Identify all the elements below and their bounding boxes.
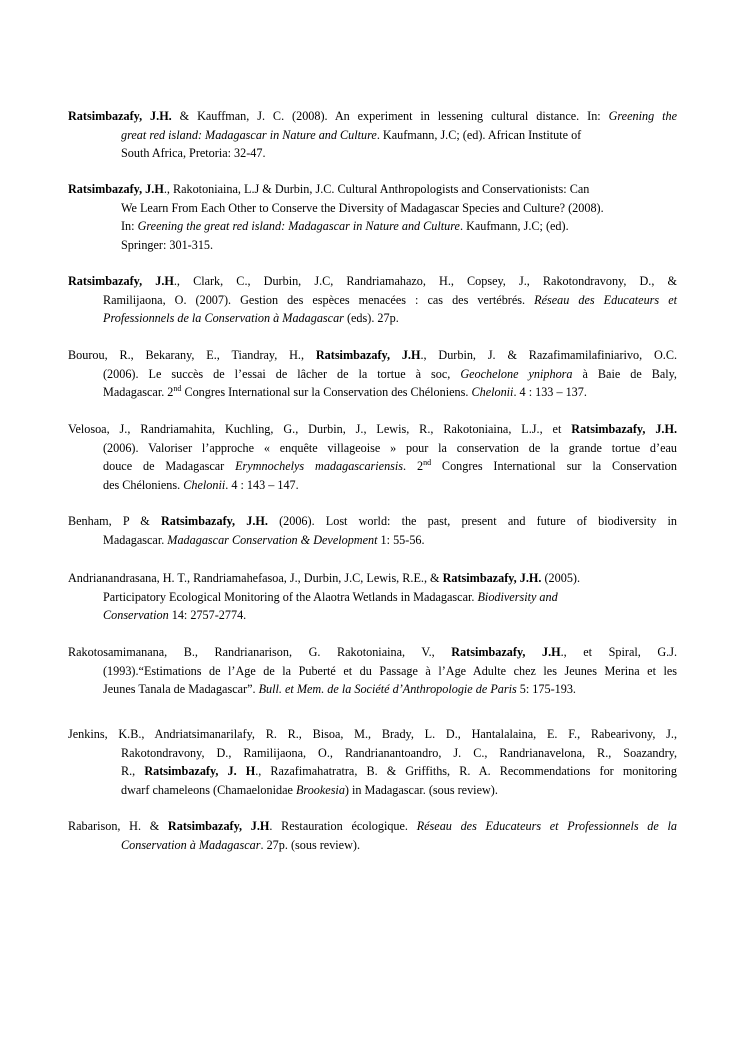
reference-entry (68, 512, 677, 549)
reference-line: des Chéloniens. Chelonii. 4 : 143 – 147. (103, 477, 299, 492)
author-highlight: Ratsimbazafy, J.H. (571, 422, 677, 436)
reference-line: Ratsimbazafy, J.H., Clark, C., Durbin, J.C, Randriamahazo, H., Copsey, J., Rakotondravony, D., & (68, 274, 677, 288)
reference-line: Bourou, R., Bekarany, E., Tiandray, H., Ratsimbazafy, J.H., Durbin, J. & Razafimamilafiniarivo, O.C. (68, 348, 678, 362)
reference-line: Velosoa, J., Randriamahita, Kuchling, G., Durbin, J., Lewis, R., Rakotoniaina, L.J., et Ratsimbazafy, J.H. (68, 422, 677, 436)
reference-line: Madagascar. 2nd Congres International sur la Conservation des Chéloniens. Chelonii. 4 : 133 – 137. (103, 384, 587, 400)
author-highlight: Ratsimbazafy, J.H (167, 819, 270, 833)
author-highlight: Ratsimbazafy, J.H. (160, 514, 268, 528)
reference-line: Ratsimbazafy, J.H. & Kauffman, J. C. (2008). An experiment in lessening cultural distance. In: Greening the (68, 109, 677, 123)
reference-line: In: Greening the great red island: Madagascar in Nature and Culture. Kaufmann, J.C; (ed). (121, 219, 569, 234)
reference-entry (68, 180, 677, 254)
reference-line: We Learn From Each Other to Conserve the Diversity of Madagascar Species and Culture? (2008). (121, 200, 604, 215)
reference-line: Rakotosamimanana, B., Randrianarison, G. Rakotoniaina, V., Ratsimbazafy, J.H., et Spiral, G.J. (68, 645, 677, 659)
reference-entry (68, 346, 677, 402)
author-highlight: Ratsimbazafy, J.H (451, 645, 561, 659)
reference-entry (68, 643, 677, 699)
reference-line: South Africa, Pretoria: 32-47. (121, 146, 266, 161)
reference-line: great red island: Madagascar in Nature and Culture. Kaufmann, J.C; (ed). African Institute of (121, 127, 582, 142)
reference-line: Participatory Ecological Monitoring of the Alaotra Wetlands in Madagascar. Biodiversity and (103, 589, 558, 604)
author-highlight: Ratsimbazafy, J.H (68, 274, 174, 288)
reference-line: R., Ratsimbazafy, J. H., Razafimahatratra, B. & Griffiths, R. A. Recommendations for monitoring (121, 764, 677, 779)
author-highlight: Ratsimbazafy, J.H. (442, 571, 542, 585)
reference-line: Ratsimbazafy, J.H., Rakotoniaina, L.J & Durbin, J.C. Cultural Anthropologists and Conservationists: Can (68, 182, 590, 196)
reference-line: (2006). Valoriser l’approche « enquête villageoise » pour la conservation de la grande tortue d’eau (103, 440, 677, 455)
reference-line: (2006). Le succès de l’essai de lâcher de la tortue à soc, Geochelone yniphora à Baie de Baly, (103, 366, 677, 381)
reference-line: Madagascar. Madagascar Conservation & Development 1: 55-56. (103, 532, 425, 547)
reference-entry (68, 272, 677, 328)
author-highlight: Ratsimbazafy, J.H. (68, 109, 172, 123)
reference-line: Rabarison, H. & Ratsimbazafy, J.H. Restauration écologique. Réseau des Educateurs et Professionnels de la (68, 819, 677, 833)
author-highlight: Ratsimbazafy, J.H (315, 348, 421, 362)
reference-line: Jenkins, K.B., Andriatsimanarilafy, R. R., Bisoa, M., Brady, L. D., Hantalalaina, E. F., Rabearivony, J., (68, 727, 677, 741)
reference-line: Jeunes Tanala de Madagascar”. Bull. et Mem. de la Société d’Anthropologie de Paris 5: 175-193. (103, 682, 576, 697)
reference-entry (68, 420, 677, 494)
reference-entry (68, 725, 677, 799)
reference-line: Professionnels de la Conservation à Madagascar (eds). 27p. (103, 311, 399, 326)
reference-line: Andrianandrasana, H. T., Randriamahefasoa, J., Durbin, J.C, Lewis, R.E., & Ratsimbazafy, J.H. (2005). (68, 571, 581, 585)
reference-entry (68, 817, 677, 854)
reference-line: Ramilijaona, O. (2007). Gestion des espèces menacées : cas des vertébrés. Réseau des Educateurs et (103, 292, 677, 307)
reference-line: Benham, P & Ratsimbazafy, J.H. (2006). Lost world: the past, present and future of biodiversity in (68, 514, 678, 528)
author-highlight: Ratsimbazafy, J. H (144, 764, 256, 779)
reference-line: (1993).“Estimations de l’Age de la Puberté et du Passage à l’Age Adulte chez les Jeunes Merina et les (103, 663, 677, 678)
reference-entry (68, 569, 677, 625)
reference-entry (68, 107, 677, 163)
author-highlight: Ratsimbazafy, J.H (68, 182, 164, 196)
reference-line: dwarf chameleons (Chamaelonidae Brookesia) in Madagascar. (sous review). (121, 782, 498, 797)
reference-line: Conservation à Madagascar. 27p. (sous review). (121, 837, 360, 852)
reference-line: Conservation 14: 2757-2774. (103, 608, 247, 623)
reference-line: Springer: 301-315. (121, 237, 214, 252)
reference-line: douce de Madagascar Erymnochelys madagascariensis. 2nd Congres International sur la Conservation (103, 458, 677, 474)
reference-line: Rakotondravony, D., Ramilijaona, O., Randrianantoandro, J. C., Randrianavelona, R., Soazandry, (121, 745, 677, 760)
